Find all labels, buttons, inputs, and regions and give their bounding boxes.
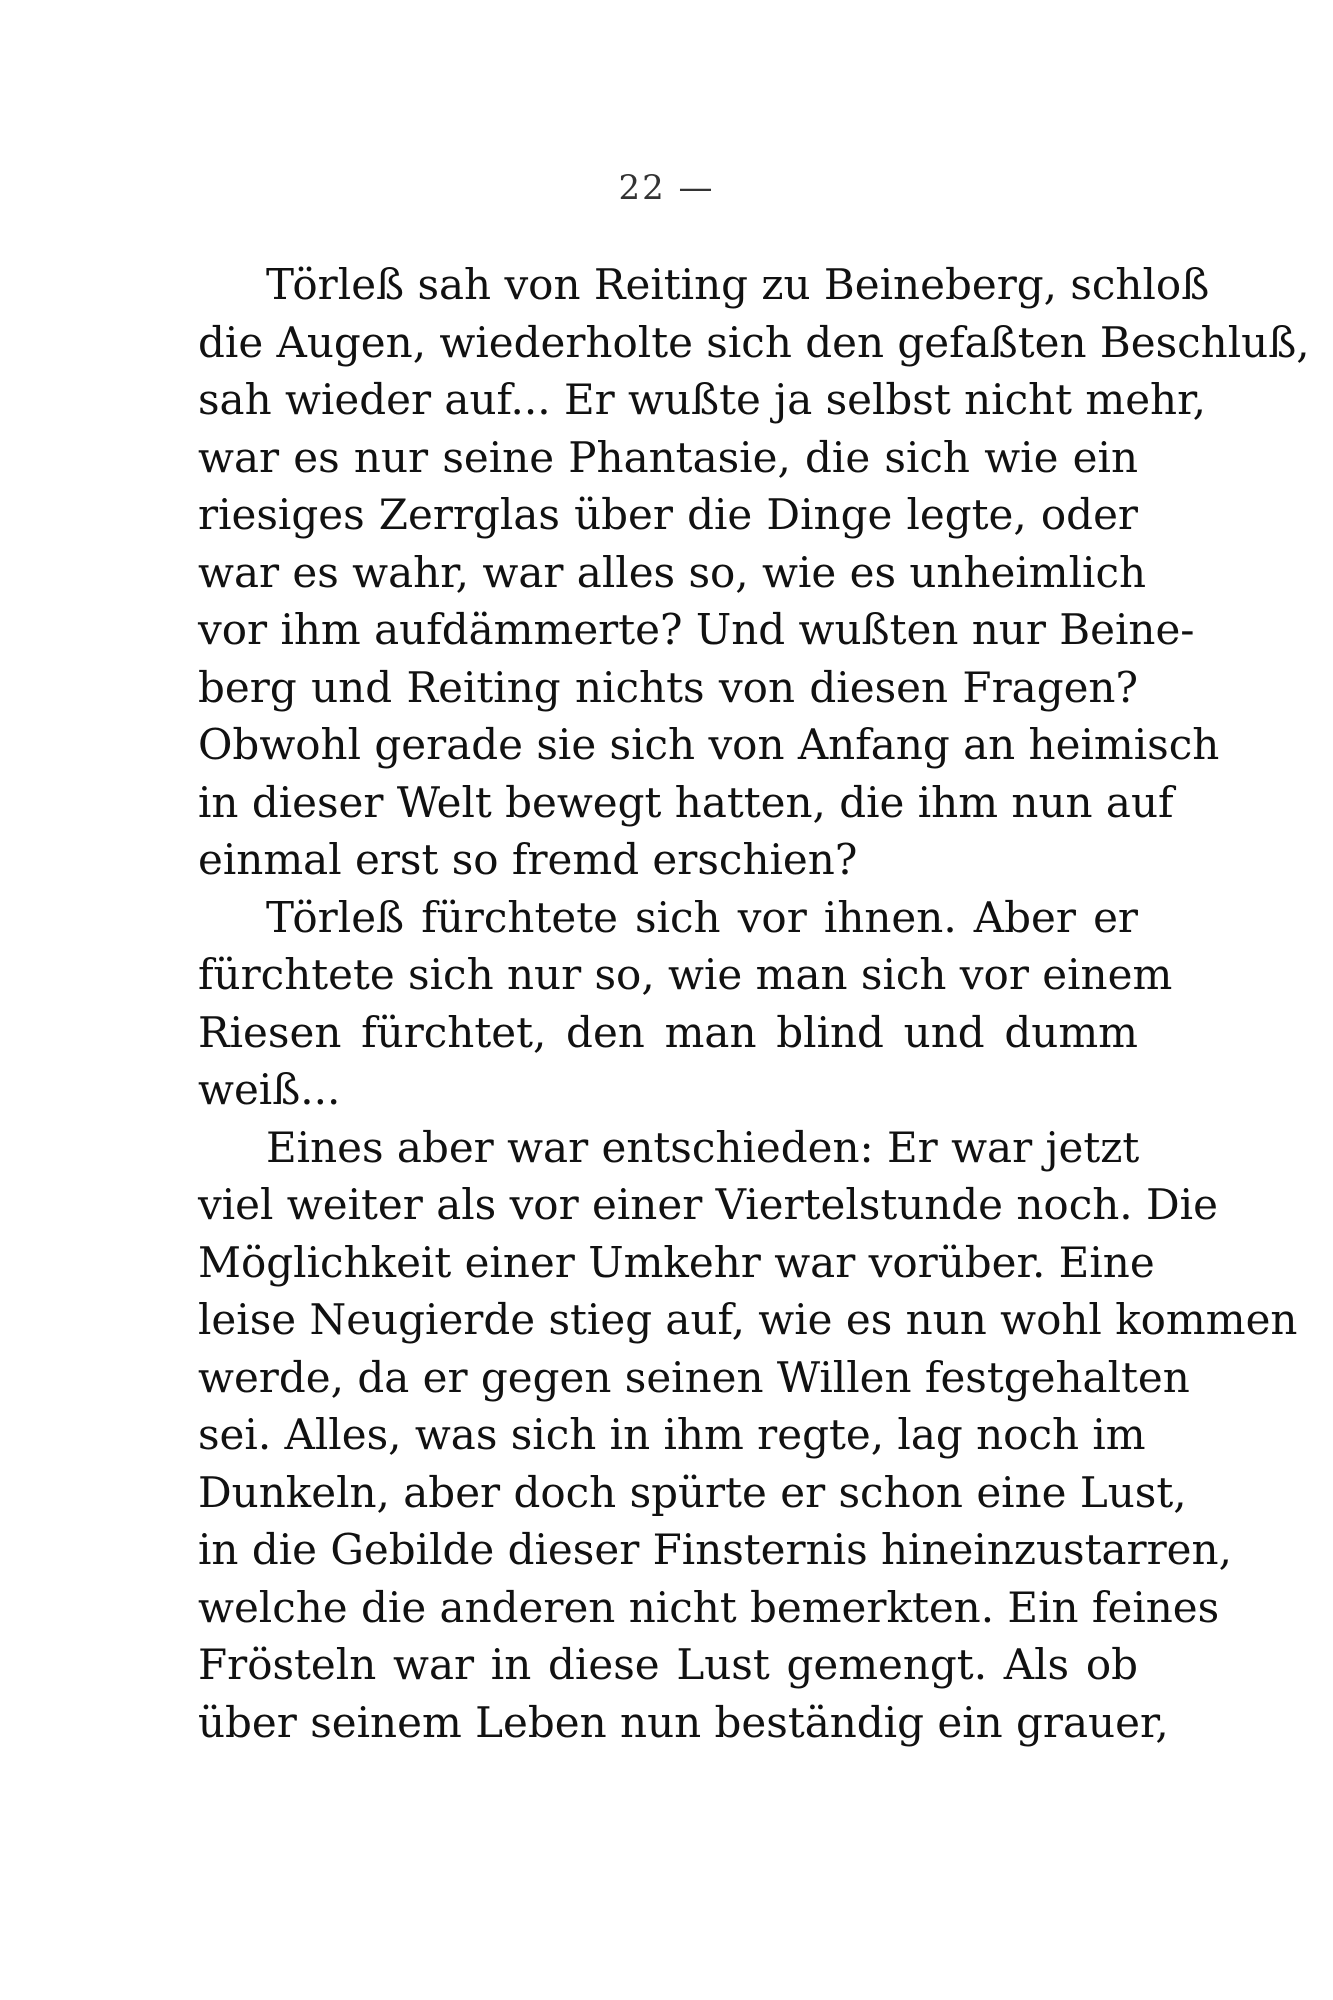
paragraph-3 — [198, 1119, 1298, 1752]
text-line: sah wieder auf... Er wußte ja selbst nicht mehr, — [198, 375, 1206, 424]
text-line: weiß... — [198, 1065, 341, 1114]
text-line: Riesen fürchtet, den man blind und dumm — [198, 1007, 1138, 1057]
text-line: einmal erst so fremd erschien? — [198, 835, 858, 884]
paragraph-1 — [198, 256, 1310, 889]
body-text — [198, 256, 1310, 1751]
text-line: werde, da er gegen seinen Willen festgehalten — [198, 1352, 1190, 1402]
text-line: Obwohl gerade sie sich von Anfang an heimisch — [198, 720, 1220, 769]
page-number: 22 — — [618, 168, 715, 208]
text-line: vor ihm aufdämmerte? Und wußten nur Beine- — [198, 605, 1195, 654]
text-line: in die Gebilde dieser Finsternis hineinzustarren, — [198, 1525, 1232, 1574]
text-line: Dunkeln, aber doch spürte er schon eine Lust, — [198, 1467, 1187, 1517]
text-line: viel weiter als vor einer Viertelstunde noch. Die — [198, 1180, 1218, 1229]
text-line: Frösteln war in diese Lust gemengt. Als ob — [198, 1640, 1138, 1689]
text-line: berg und Reiting nichts von diesen Fragen? — [198, 662, 1138, 712]
text-line: über seinem Leben nun beständig ein grauer, — [198, 1697, 1169, 1747]
text-line: welche die anderen nicht bemerkten. Ein feines — [198, 1582, 1220, 1632]
paragraph-2 — [198, 889, 1173, 1119]
text-line: die Augen, wiederholte sich den gefaßten Beschluß, — [198, 317, 1310, 367]
text-line: war es wahr, war alles so, wie es unheimlich — [198, 547, 1147, 597]
text-line: Eines aber war entschieden: Er war jetzt — [266, 1122, 1140, 1172]
text-line: Möglichkeit einer Umkehr war vorüber. Eine — [198, 1237, 1155, 1287]
text-line: leise Neugierde stieg auf, wie es nun wohl kommen — [198, 1295, 1298, 1344]
text-line: riesiges Zerrglas über die Dinge legte, oder — [198, 490, 1138, 539]
text-line: Törleß fürchtete sich vor ihnen. Aber er — [266, 892, 1138, 942]
text-line: in dieser Welt bewegt hatten, die ihm nun auf — [198, 777, 1174, 827]
text-line: Törleß sah von Reiting zu Beineberg, schloß — [266, 260, 1210, 309]
text-line: fürchtete sich nur so, wie man sich vor einem — [198, 950, 1173, 999]
text-line: sei. Alles, was sich in ihm regte, lag noch im — [198, 1410, 1146, 1459]
text-line: war es nur seine Phantasie, die sich wie ein — [198, 432, 1138, 482]
